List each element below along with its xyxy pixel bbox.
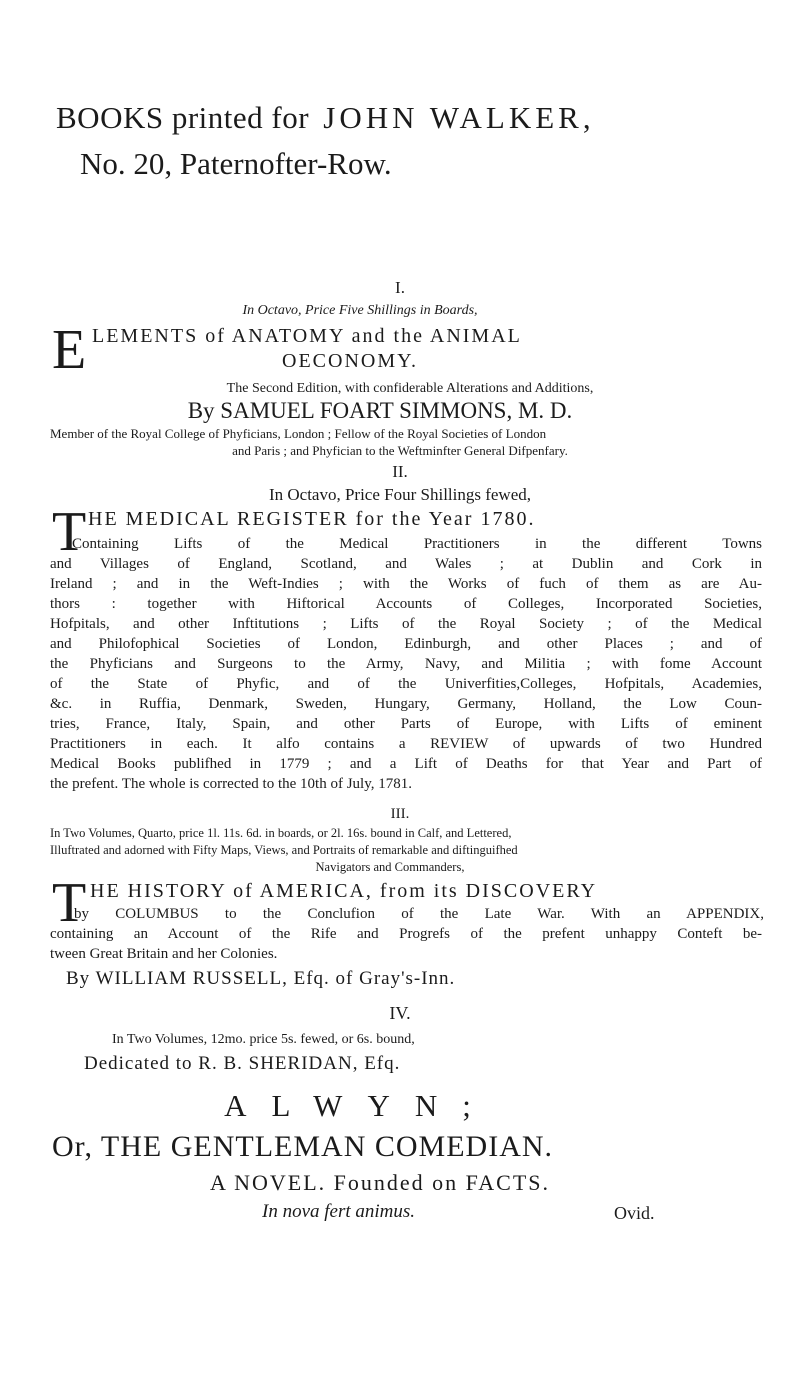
entry-body-line: the prefent. The whole is corrected to the 10th of July, 1781. bbox=[50, 776, 412, 792]
entry-title: LEMENTS of ANATOMY and the ANIMAL bbox=[92, 325, 522, 347]
entry-number: II. bbox=[392, 462, 408, 481]
entry-body-line: Ireland ; and in the Weft-Indies ; with the Works of fuch of them as are Au- bbox=[50, 576, 762, 592]
entry-body-line: the Phyficians and Surgeons to the Army, Navy, and Militia ; with fome Account bbox=[50, 656, 762, 672]
novel-description: A NOVEL. Founded on FACTS. bbox=[209, 1170, 551, 1195]
entry-number: IV. bbox=[389, 1003, 411, 1023]
entry-format: In Octavo, Price Five Shillings in Boards, bbox=[242, 303, 478, 318]
publisher-address: No. 20, Paternofter-Row. bbox=[80, 146, 392, 181]
entry-title-continued: OECONOMY. bbox=[282, 350, 418, 372]
entry-author: By SAMUEL FOART SIMMONS, M. D. bbox=[187, 398, 573, 423]
publisher-name: JOHN WALKER, bbox=[323, 100, 595, 135]
entry-body-line: tries, France, Italy, Spain, and other Parts of Europe, with Lifts of eminent bbox=[50, 716, 762, 732]
drop-cap: T bbox=[52, 501, 87, 563]
novel-title: ALWYN; bbox=[224, 1088, 496, 1123]
entry-body-line: Practitioners in each. It alfo contains a REVIEW of upwards of two Hundred bbox=[50, 736, 762, 752]
entry-body-line: containing an Account of the Rife and Progrefs of the prefent unhappy Conteft be- bbox=[50, 926, 762, 942]
entry-body-line: Containing Lifts of the Medical Practitioners in the different Towns bbox=[72, 536, 762, 552]
entry-number: III. bbox=[390, 806, 410, 822]
entry-body-line: by COLUMBUS to the Conclufion of the Late War. With an APPENDIX, bbox=[74, 906, 764, 922]
entry-number: I. bbox=[395, 278, 405, 297]
entry-title: HE HISTORY of AMERICA, from its DISCOVERY bbox=[90, 880, 598, 902]
entry-format: Illuftrated and adorned with Fifty Maps, Views, and Portraits of remarkable and diftinguifhed bbox=[50, 843, 518, 857]
entry-title: HE MEDICAL REGISTER for the Year 1780. bbox=[88, 508, 536, 530]
entry-format: Navigators and Commanders, bbox=[315, 860, 465, 874]
drop-cap: E bbox=[52, 319, 87, 381]
drop-cap: T bbox=[52, 872, 87, 934]
entry-dedication: Dedicated to R. B. SHERIDAN, Efq. bbox=[84, 1053, 401, 1074]
entry-body-line: &c. in Ruffia, Denmark, Sweden, Hungary, Germany, Holland, the Low Coun- bbox=[50, 696, 762, 712]
entry-body-line: of the State of Phyfic, and of the Univerfities,Colleges, Hofpitals, Academies, bbox=[50, 676, 762, 692]
entry-format: In Two Volumes, 12mo. price 5s. fewed, or 6s. bound, bbox=[112, 1032, 415, 1047]
publisher-heading bbox=[56, 100, 776, 136]
entry-edition: The Second Edition, with confiderable Alterations and Additions, bbox=[226, 381, 594, 396]
entry-body-line: and Villages of England, Scotland, and Wales ; at Dublin and Cork in bbox=[50, 556, 762, 572]
entry-body-line: Medical Books publifhed in 1779 ; and a Lift of Deaths for that Year and Part of bbox=[50, 756, 762, 772]
entry-author: By WILLIAM RUSSELL, Efq. of Gray's-Inn. bbox=[66, 968, 456, 989]
motto: In nova fert animus. bbox=[262, 1201, 416, 1222]
entry-format: In Octavo, Price Four Shillings fewed, bbox=[268, 485, 532, 504]
entry-body-line: Hofpitals, and other Inftitutions ; Lifts of the Royal Society ; of the Medical bbox=[50, 616, 762, 632]
entry-body-line: and Philofophical Societies of London, Edinburgh, and other Places ; and of bbox=[50, 636, 762, 652]
motto-source: Ovid. bbox=[614, 1203, 655, 1223]
author-credentials: and Paris ; and Phyfician to the Weftminfter General Difpenfary. bbox=[232, 443, 568, 458]
entry-body-line: tween Great Britain and her Colonies. bbox=[50, 946, 278, 962]
entry-format: In Two Volumes, Quarto, price 1l. 11s. 6d. in boards, or 2l. 16s. bound in Calf, and Lettered, bbox=[50, 826, 512, 840]
novel-subtitle: Or, THE GENTLEMAN COMEDIAN. bbox=[52, 1130, 554, 1163]
heading-prefix: BOOKS printed for bbox=[56, 100, 310, 135]
entry-body-line: thors : together with Hiftorical Accounts of Colleges, Incorporated Societies, bbox=[50, 596, 762, 612]
author-credentials: Member of the Royal College of Phyficians, London ; Fellow of the Royal Societies of London bbox=[50, 426, 547, 441]
